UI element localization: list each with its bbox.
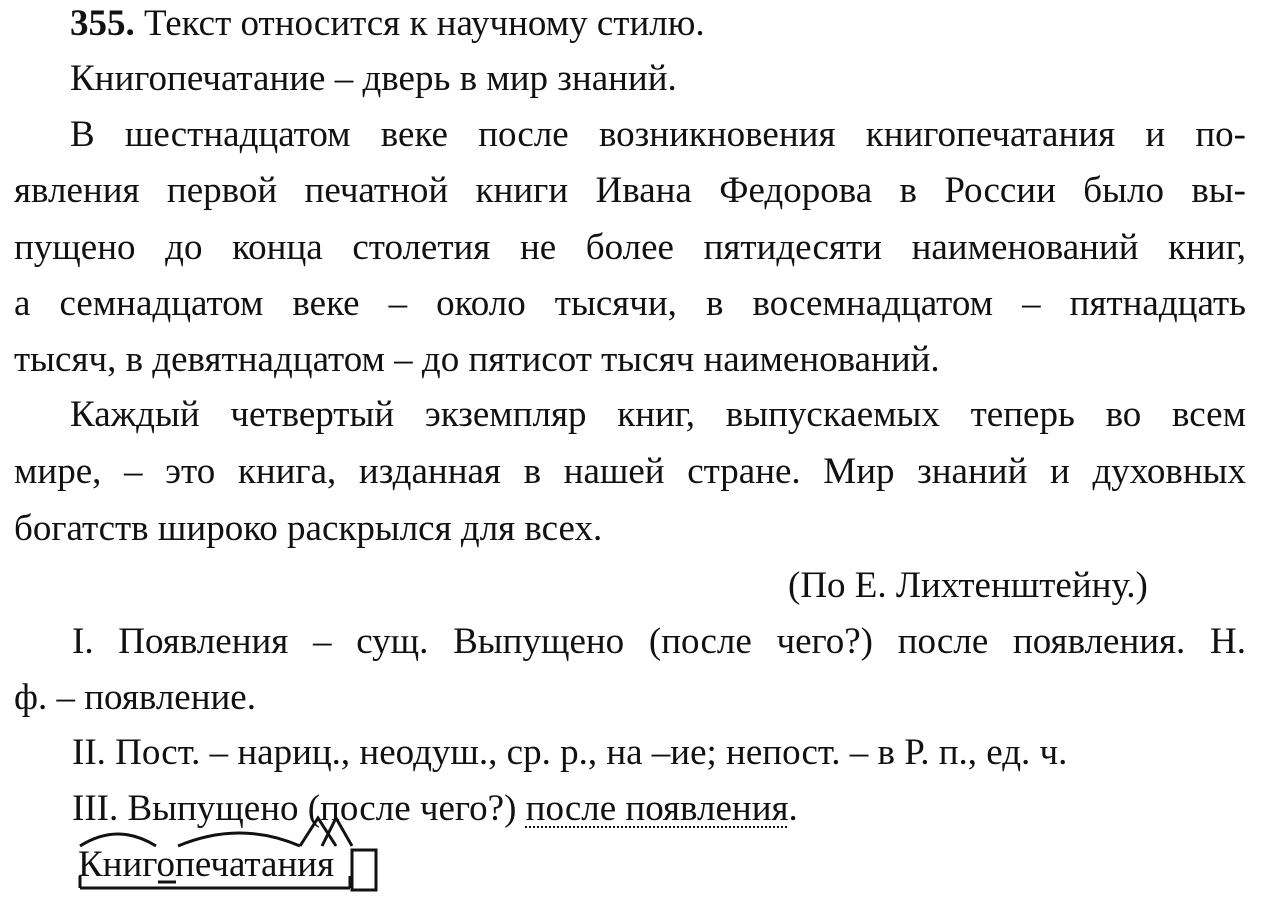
paragraph-1-line-5: тысяч, в девятнадцатом – до пятисот тысяч наименований.	[14, 339, 940, 380]
task-number: 355.	[70, 3, 135, 44]
source-attribution: (По Е. Лихтенштейну.)	[788, 565, 1148, 606]
word-connector: о	[156, 844, 176, 885]
word-root-2: печат	[175, 844, 262, 885]
analysis-i-line-1: I. Появления – сущ. Выпущено (после чего?) после появления. Н.	[72, 621, 1246, 662]
analysis-iii-prefix: III. Выпущено (после чего?)	[72, 788, 526, 829]
paragraph-1-line-1: В шестнадцатом веке после возникновения книгопечатания и по-	[70, 114, 1246, 155]
paragraph-2-line-1: Каждый четвертый экземпляр книг, выпускаемых теперь во всем	[70, 394, 1246, 435]
analysis-iii-end: .	[788, 788, 798, 829]
task-header	[70, 2, 705, 46]
text-title: Книгопечатание – дверь в мир знаний.	[70, 58, 677, 99]
word-suffix: ани	[261, 844, 318, 885]
paragraph-2-line-3: богатств широко раскрылся для всех.	[14, 508, 603, 549]
analysis-ii-line: II. Пост. – нариц., неодуш., ср. р., на –ие; непост. – в Р. п., ед. ч.	[72, 732, 1068, 773]
task-statement: Текст относится к научному стилю.	[144, 3, 705, 44]
paragraph-1-line-3: пущено до конца столетия не более пятидесяти наименований книг,	[14, 227, 1246, 268]
analysis-iii-phrase: после появления	[525, 788, 789, 829]
word-ending: я	[317, 844, 335, 885]
paragraph-1-line-2: явления первой печатной книги Ивана Федорова в России было вы-	[14, 170, 1246, 211]
ending-box	[352, 850, 376, 890]
paragraph-2-line-2: мире, – это книга, изданная в нашей стране. Мир знаний и духовных	[14, 451, 1246, 492]
word-root-1: Книг	[78, 844, 157, 885]
morphemic-word	[78, 843, 334, 887]
paragraph-1-line-4: а семнадцатом веке – около тысячи, в восемнадцатом – пятнадцать	[14, 283, 1246, 324]
analysis-iii-line	[72, 787, 798, 831]
analysis-i-line-2: ф. – появление.	[14, 677, 256, 718]
